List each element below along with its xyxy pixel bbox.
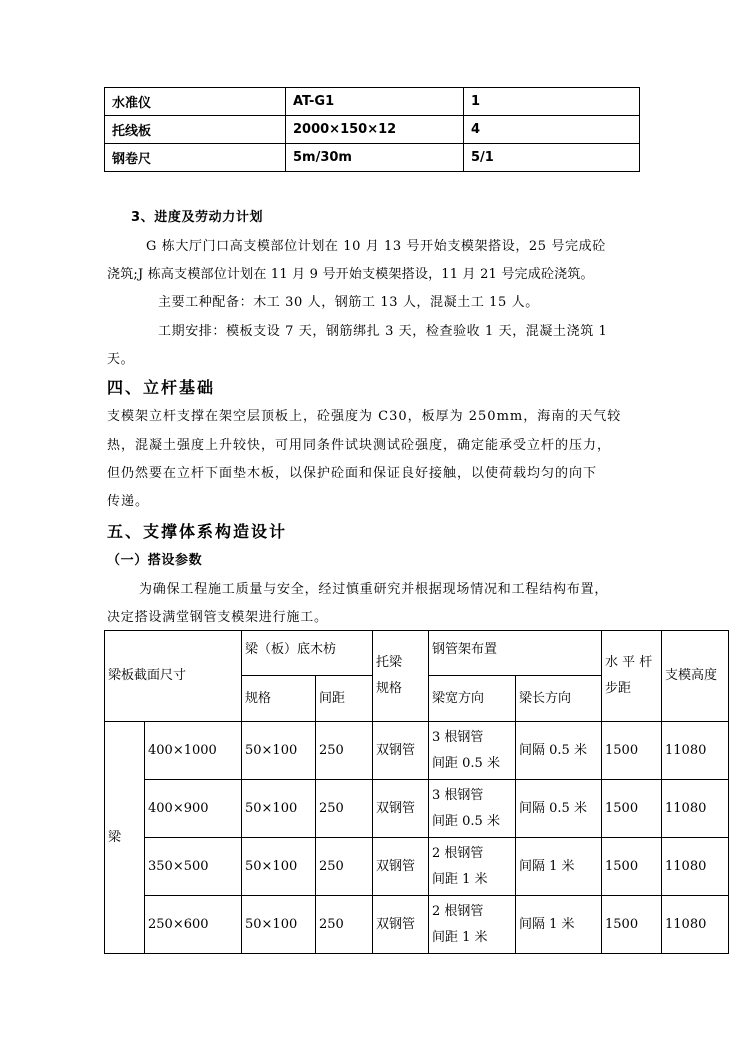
- cell-ledger: 双钢管: [373, 896, 429, 954]
- cell-width-dir: [429, 722, 516, 780]
- paragraph-line: 传递。: [107, 494, 150, 509]
- header-step-line: 步距: [605, 681, 632, 696]
- equipment-table: [104, 87, 640, 172]
- equip-name: 托线板: [105, 116, 286, 144]
- cell-height: 11080: [662, 722, 729, 780]
- table-header-row: [105, 631, 729, 676]
- subsection-heading: （一）搭设参数: [107, 553, 203, 568]
- cell-spec: 50×100: [242, 780, 316, 838]
- header-section-size: 梁板截面尺寸: [105, 631, 242, 722]
- paragraph-line: 但仍然要在立杆下面垫木板，以保护砼面和保证良好接触，以使荷载均匀的向下: [107, 466, 598, 481]
- equip-name: 水准仪: [105, 88, 286, 116]
- paragraph-line: 工期安排：模板支设 7 天，钢筋绑扎 3 天，检查验收 1 天，混凝土浇筑 1: [158, 324, 608, 339]
- paragraph-line: 浇筑;J 栋高支模部位计划在 11 月 9 号开始支模架搭设，11 月 21 号完成砼浇筑。: [107, 267, 594, 282]
- header-ledger-line: 规格: [376, 681, 403, 696]
- table-row: [105, 144, 640, 172]
- cell-width-dir: [429, 838, 516, 896]
- cell-length-dir: 间隔 1 米: [516, 838, 602, 896]
- cell-line: 3 根钢管: [432, 787, 484, 803]
- table-row: [105, 88, 640, 116]
- cell-size: 400×900: [145, 780, 242, 838]
- table-row: [105, 116, 640, 144]
- section3-heading: 3、进度及劳动力计划: [131, 210, 264, 225]
- cell-size: 250×600: [145, 896, 242, 954]
- section5-heading: 五、支撑体系构造设计: [107, 522, 288, 541]
- cell-height: 11080: [662, 838, 729, 896]
- header-step-line: 水 平 杆: [605, 655, 653, 670]
- cell-height: 11080: [662, 896, 729, 954]
- group-label: 梁: [105, 722, 145, 954]
- header-spec: 规格: [242, 676, 316, 722]
- cell-size: 350×500: [145, 838, 242, 896]
- paragraph-line: 决定搭设满堂钢管支模架进行施工。: [107, 610, 328, 625]
- cell-ledger: 双钢管: [373, 838, 429, 896]
- header-timber: 梁（板）底木枋: [242, 631, 373, 676]
- cell-step: 1500: [602, 780, 662, 838]
- cell-size: 400×1000: [145, 722, 242, 780]
- cell-line: 间距 0.5 米: [432, 813, 500, 829]
- cell-step: 1500: [602, 896, 662, 954]
- table-row: [105, 838, 729, 896]
- paragraph-line: 支模架立杆支撑在架空层顶板上，砼强度为 C30，板厚为 250mm，海南的天气较: [107, 409, 622, 424]
- header-step: [602, 631, 662, 722]
- header-ledger-line: 托梁: [376, 655, 403, 670]
- cell-line: 间距 0.5 米: [432, 755, 500, 771]
- cell-spacing: 250: [316, 838, 373, 896]
- equip-spec: 2000×150×12: [286, 116, 464, 144]
- cell-line: 间距 1 米: [432, 929, 488, 945]
- equip-qty: 1: [464, 88, 640, 116]
- cell-spacing: 250: [316, 780, 373, 838]
- table-row: [105, 722, 729, 780]
- cell-length-dir: 间隔 0.5 米: [516, 722, 602, 780]
- scaffold-parameters-table: [104, 630, 729, 954]
- paragraph-line: 为确保工程施工质量与安全，经过慎重研究并根据现场情况和工程结构布置，: [139, 582, 609, 597]
- cell-spec: 50×100: [242, 838, 316, 896]
- header-height: 支模高度: [662, 631, 729, 722]
- cell-line: 2 根钢管: [432, 903, 484, 919]
- section4-heading: 四、立杆基础: [107, 378, 216, 397]
- cell-spec: 50×100: [242, 896, 316, 954]
- equip-qty: 5/1: [464, 144, 640, 172]
- header-ledger: [373, 631, 429, 722]
- cell-width-dir: [429, 780, 516, 838]
- header-frame: 钢管架布置: [429, 631, 602, 676]
- equip-name: 钢卷尺: [105, 144, 286, 172]
- header-width-dir: 梁宽方向: [429, 676, 516, 722]
- table-row: [105, 780, 729, 838]
- cell-spacing: 250: [316, 896, 373, 954]
- cell-line: 2 根钢管: [432, 845, 484, 861]
- equip-spec: 5m/30m: [286, 144, 464, 172]
- header-spacing: 间距: [316, 676, 373, 722]
- cell-ledger: 双钢管: [373, 722, 429, 780]
- cell-length-dir: 间隔 1 米: [516, 896, 602, 954]
- paragraph-line: G 栋大厅门口高支模部位计划在 10 月 13 号开始支模架搭设，25 号完成砼: [146, 239, 606, 254]
- cell-length-dir: 间隔 0.5 米: [516, 780, 602, 838]
- cell-width-dir: [429, 896, 516, 954]
- equip-qty: 4: [464, 116, 640, 144]
- paragraph-line: 主要工种配备：木工 30 人，钢筋工 13 人，混凝土工 15 人。: [158, 295, 539, 310]
- cell-line: 间距 1 米: [432, 871, 488, 887]
- cell-line: 3 根钢管: [432, 729, 484, 745]
- cell-ledger: 双钢管: [373, 780, 429, 838]
- paragraph-line: 热，混凝土强度上升较快，可用同条件试块测试砼强度，确定能承受立杆的压力，: [107, 438, 612, 453]
- cell-spacing: 250: [316, 722, 373, 780]
- header-length-dir: 梁长方向: [516, 676, 602, 722]
- cell-step: 1500: [602, 838, 662, 896]
- cell-step: 1500: [602, 722, 662, 780]
- cell-height: 11080: [662, 780, 729, 838]
- table-row: [105, 896, 729, 954]
- paragraph-line: 天。: [107, 352, 135, 367]
- equip-spec: AT-G1: [286, 88, 464, 116]
- cell-spec: 50×100: [242, 722, 316, 780]
